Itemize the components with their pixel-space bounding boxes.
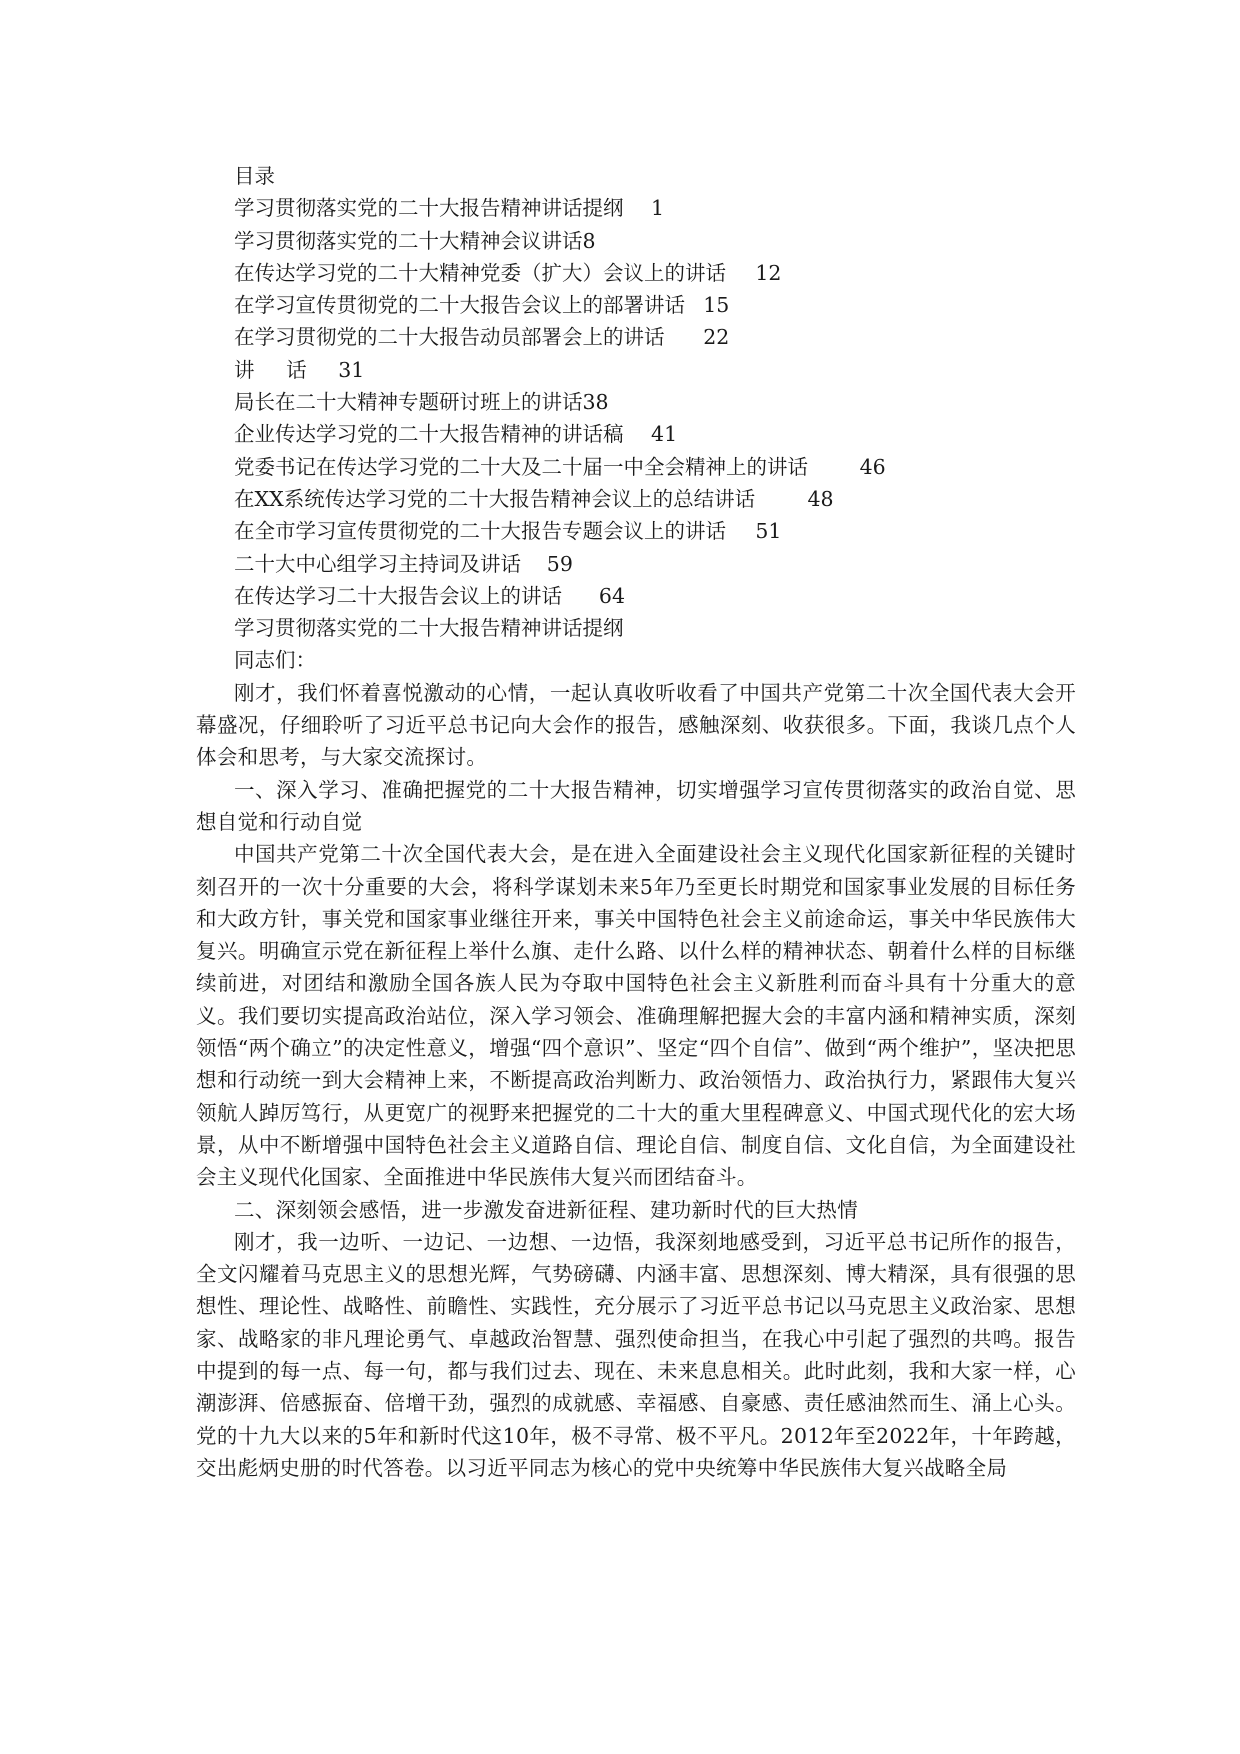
toc-entry: 在传达学习二十大报告会议上的讲话 64 <box>234 583 626 608</box>
paragraph: 刚才，我们怀着喜悦激动的心情，一起认真收听收看了中国共产党第二十次全国代表大会开幕盛况，仔细聆听了习近平总书记向大会作的报告，感触深刻、收获很多。下面，我谈几点个人体会和思考，与大家交流探讨。 <box>196 680 1076 770</box>
toc-entry: 在传达学习党的二十大精神党委（扩大）会议上的讲话 12 <box>234 260 782 285</box>
toc-entry: 在学习贯彻党的二十大报告动员部署会上的讲话 22 <box>234 325 730 350</box>
toc-entry: 在全市学习宣传贯彻党的二十大报告专题会议上的讲话 51 <box>234 519 782 544</box>
article-body <box>196 612 1076 1484</box>
toc-entry: 学习贯彻落实党的二十大报告精神讲话提纲 1 <box>234 196 665 221</box>
paragraph: 中国共产党第二十次全国代表大会，是在进入全面建设社会主义现代化国家新征程的关键时刻召开的一次十分重要的大会，将科学谋划未来5年乃至更长时期党和国家事业发展的目标任务和大政方针，事关党和国家事业继往开来，事关中国特色社会主义前途命运，事关中华民族伟大复兴。明确宣示党在新征程上举什么旗、走什么路、以什么样的精神状态、朝着什么样的目标继续前进，对团结和激励全国各族人民为夺取中国特色社会主义新胜利而奋斗具有十分重大的意义。我们要切实提高政治站位，深入学习领会、准确理解把握大会的丰富内涵和精神实质，深刻领悟“两个确立”的决定性意义，增强“四个意识”、坚定“四个自信”、做到“两个维护”，坚决把思想和行动统一到大会精神上来，不断提高政治判断力、政治领悟力、政治执行力，紧跟伟大复兴领航人踔厉笃行，从更宽广的视野来把握党的二十大的重大里程碑意义、中国式现代化的宏大场景，从中不断增强中国特色社会主义道路自信、理论自信、制度自信、文化自信，为全面建设社会主义现代化国家、全面推进中华民族伟大复兴而团结奋斗。 <box>196 842 1076 1190</box>
toc-entry: 讲 话 31 <box>234 357 365 382</box>
document-page <box>196 160 1076 1484</box>
toc-entry: 企业传达学习党的二十大报告精神的讲话稿 41 <box>234 422 678 447</box>
section-heading: 一、深入学习、准确把握党的二十大报告精神，切实增强学习宣传贯彻落实的政治自觉、思想自觉和行动自觉 <box>196 777 1076 834</box>
toc-entry: 局长在二十大精神专题研讨班上的讲话38 <box>234 390 609 415</box>
section-heading: 二、深刻领会感悟，进一步激发奋进新征程、建功新时代的巨大热情 <box>234 1197 858 1222</box>
toc-entry: 在XX系统传达学习党的二十大报告精神会议上的总结讲话 48 <box>234 486 834 511</box>
paragraph: 刚才，我一边听、一边记、一边想、一边悟，我深刻地感受到，习近平总书记所作的报告，全文闪耀着马克思主义的思想光辉，气势磅礴、内涵丰富、思想深刻、博大精深，具有很强的思想性、理论性、战略性、前瞻性、实践性，充分展示了习近平总书记以马克思主义政治家、思想家、战略家的非凡理论勇气、卓越政治智慧、强烈使命担当，在我心中引起了强烈的共鸣。报告中提到的每一点、每一句，都与我们过去、现在、未来息息相关。此时此刻，我和大家一样，心潮澎湃、倍感振奋、倍增干劲，强烈的成就感、幸福感、自豪感、责任感油然而生、涌上心头。党的十九大以来的5年和新时代这10年，极不寻常、极不平凡。2012年至2022年，十年跨越，交出彪炳史册的时代答卷。以习近平同志为核心的党中央统筹中华民族伟大复兴战略全局 <box>196 1229 1076 1480</box>
toc-heading: 目录 <box>234 164 275 188</box>
salutation: 同志们： <box>234 648 316 673</box>
toc-entry: 在学习宣传贯彻党的二十大报告会议上的部署讲话 15 <box>234 293 730 318</box>
toc-entry: 二十大中心组学习主持词及讲话 59 <box>234 551 573 576</box>
toc-entry: 学习贯彻落实党的二十大精神会议讲话8 <box>234 228 596 253</box>
table-of-contents <box>196 160 1076 612</box>
toc-entry: 党委书记在传达学习党的二十大及二十届一中全会精神上的讲话 46 <box>234 454 886 479</box>
article-title: 学习贯彻落实党的二十大报告精神讲话提纲 <box>234 616 624 641</box>
